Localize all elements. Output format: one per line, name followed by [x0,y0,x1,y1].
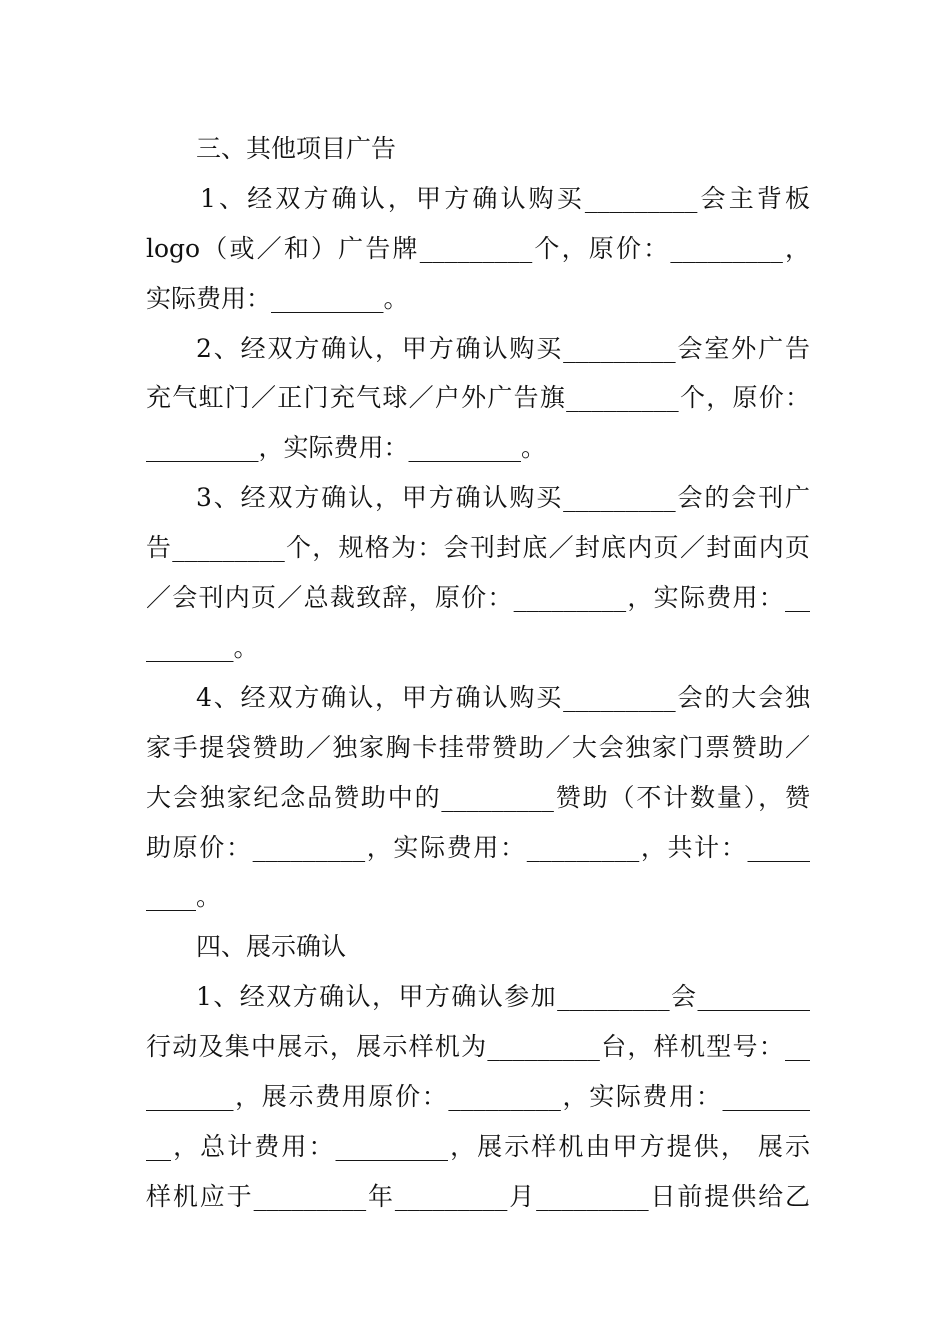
paragraph-line: ____。 [146,882,222,911]
paragraph-line: 实际费用：_________。 [146,284,409,313]
paragraph-line: 2、经双方确认，甲方确认购买_________会室外广告 [196,334,810,363]
paragraph-line: _______，展示费用原价：_________，实际费用：_______ [146,1082,810,1111]
paragraph-line: __，总计费用：_________，展示样机由甲方提供， 展示 [146,1132,810,1161]
paragraph-line: 3、经双方确认，甲方确认购买_________会的会刊广 [196,483,810,512]
paragraph-line: 4、经双方确认，甲方确认购买_________会的大会独 [196,683,810,712]
section-heading-display-confirmation: 四、展示确认 [196,932,347,961]
paragraph-line: 充气虹门／正门充气球／户外广告旗_________个，原价： [146,383,810,412]
paragraph-line: ／会刊内页／总裁致辞，原价：_________，实际费用：__ [146,583,810,612]
paragraph-line: 家手提袋赞助／独家胸卡挂带赞助／大会独家门票赞助／ [146,733,810,762]
paragraph-line: _______。 [146,633,259,662]
paragraph-line: 告_________个，规格为：会刊封底／封底内页／封面内页 [146,533,810,562]
paragraph-line: _________，实际费用：_________。 [146,433,547,462]
paragraph-line: 大会独家纪念品赞助中的_________赞助（不计数量），赞 [146,783,810,812]
section-heading-other-ads: 三、其他项目广告 [196,134,397,163]
paragraph-line: 1、经双方确认，甲方确认购买_________会主背板 [200,184,810,213]
paragraph-line: 助原价：_________，实际费用：_________，共计：_____ [146,833,810,862]
paragraph-line: logo（或／和）广告牌_________个，原价：_________， [146,234,810,263]
paragraph-line: 1、经双方确认，甲方确认参加_________会_________ [196,982,810,1011]
paragraph-line: 样机应于_________年_________月_________日前提供给乙 [146,1182,810,1211]
paragraph-line: 行动及集中展示，展示样机为_________台，样机型号：__ [146,1032,810,1061]
